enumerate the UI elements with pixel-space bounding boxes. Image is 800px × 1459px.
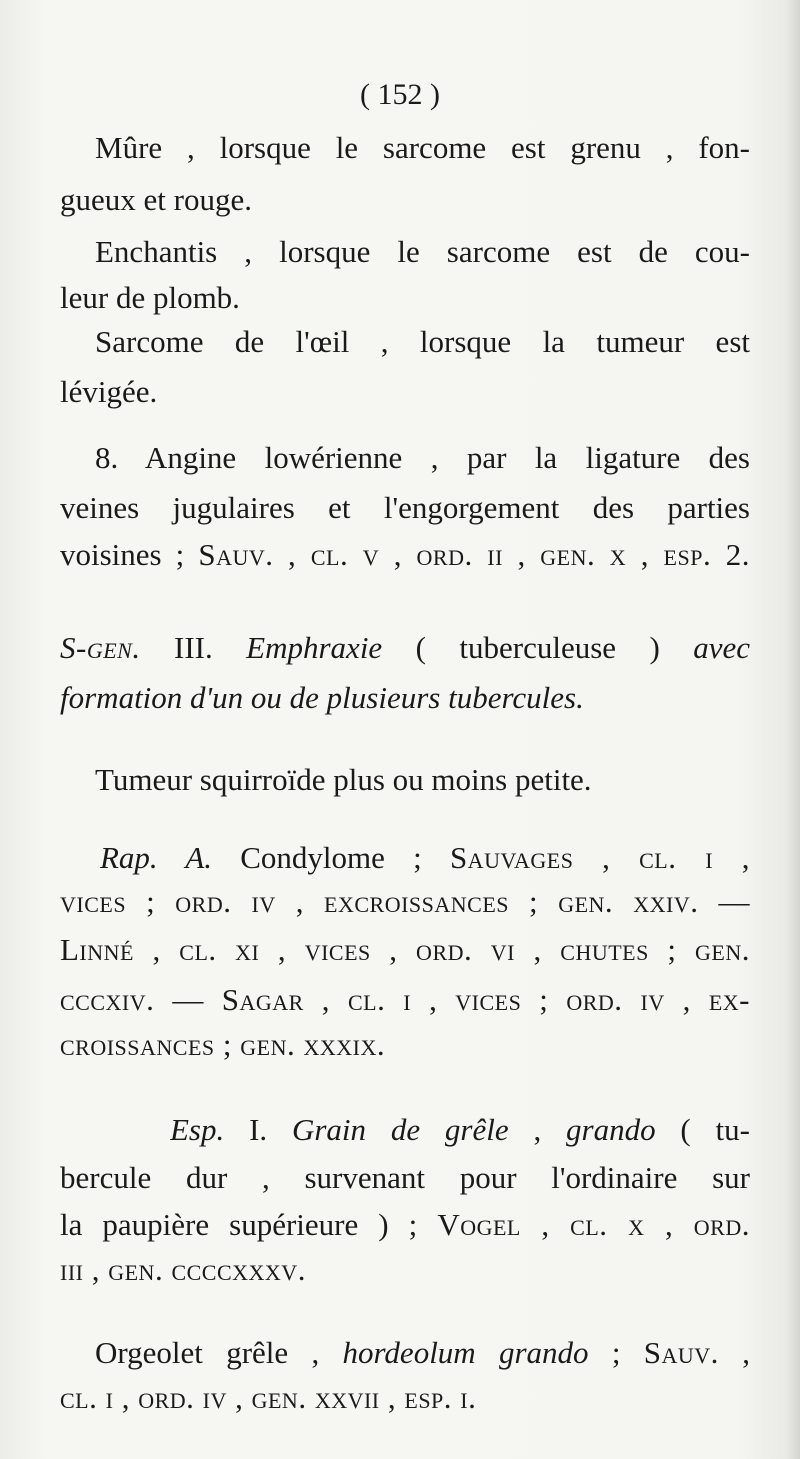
text-run: Condylome ; [212, 840, 450, 875]
text-line: Mûre , lorsque le sarcome est grenu , fon- [95, 130, 750, 165]
author-name: Sagar [221, 982, 304, 1017]
text-line [170, 1110, 750, 1150]
text-run: III. [140, 630, 247, 665]
author-abbrev: Sauv. [643, 1335, 719, 1370]
text-run: la paupière supérieure ) ; [60, 1207, 438, 1242]
text-line: cl. i , ord. iv , gen. xxvii , esp. i. [60, 1380, 477, 1415]
text-line [60, 980, 750, 1020]
text-run: Rap. A. [100, 840, 213, 875]
text-run: formation d'un ou de plusieurs tubercules. [60, 680, 584, 715]
text-run: Orgeolet grêle , [95, 1335, 343, 1370]
text-line: croissances ; gen. xxxix. [60, 1027, 386, 1062]
text-line: bercule dur , survenant pour l'ordinaire sur [60, 1160, 750, 1195]
text-run: I. [224, 1112, 292, 1147]
text-run: Emphraxie [246, 630, 383, 665]
text-line: veines jugulaires et l'engorgement des parties [60, 490, 750, 525]
text-run: cccxiv. — [60, 982, 222, 1017]
text-line: gueux et rouge. [60, 182, 252, 217]
text-line [95, 1333, 750, 1373]
text-line: Enchantis , lorsque le sarcome est de cou- [95, 234, 750, 269]
text-run: avec [693, 630, 750, 665]
text-line: iii , gen. ccccxxxv. [60, 1252, 306, 1287]
author-name: Vogel [437, 1207, 521, 1242]
text-run: , cl. i , [573, 840, 750, 875]
text-run: hordeolum grando [342, 1335, 589, 1370]
text-line: vices ; ord. iv , excroissances ; gen. xxiv. — [60, 884, 750, 919]
text-line [100, 838, 750, 878]
text-run: , [508, 1112, 567, 1147]
text-run: Esp. [170, 1112, 225, 1147]
text-run: ; [588, 1335, 644, 1370]
text-line: lévigée. [60, 374, 158, 409]
author-name: Linné [60, 932, 134, 967]
text-line [60, 678, 750, 718]
page-number: ( 152 ) [360, 78, 440, 111]
text-run: , cl. v , ord. ii , gen. x , esp. 2. [273, 537, 750, 572]
author-name: Sauvages [449, 840, 574, 875]
section-label: S-gen. [60, 630, 141, 665]
text-line: Tumeur squirroïde plus ou moins petite. [95, 762, 592, 797]
text-line: 8. Angine lowérienne , par la ligature des [95, 440, 750, 475]
text-run: , cl. xi , vices , ord. vi , chutes ; gen. [133, 932, 750, 967]
text-line [60, 1205, 750, 1245]
text-run: ( tu- [655, 1112, 750, 1147]
text-line: Sarcome de l'œil , lorsque la tumeur est [95, 324, 750, 359]
text-run: voisines ; [60, 537, 199, 572]
text-run: , cl. x , ord. [520, 1207, 750, 1242]
text-run: , cl. i , vices ; ord. iv , ex- [303, 982, 750, 1017]
text-line [60, 930, 750, 970]
text-run: ( tuberculeuse ) [382, 630, 694, 665]
text-run: grando [566, 1112, 656, 1147]
text-line [60, 535, 750, 575]
text-line: leur de plomb. [60, 280, 240, 315]
text-run: Grain de grêle [291, 1112, 509, 1147]
author-abbrev: Sauv. [198, 537, 274, 572]
text-run: , [718, 1335, 750, 1370]
section-heading [60, 628, 750, 668]
